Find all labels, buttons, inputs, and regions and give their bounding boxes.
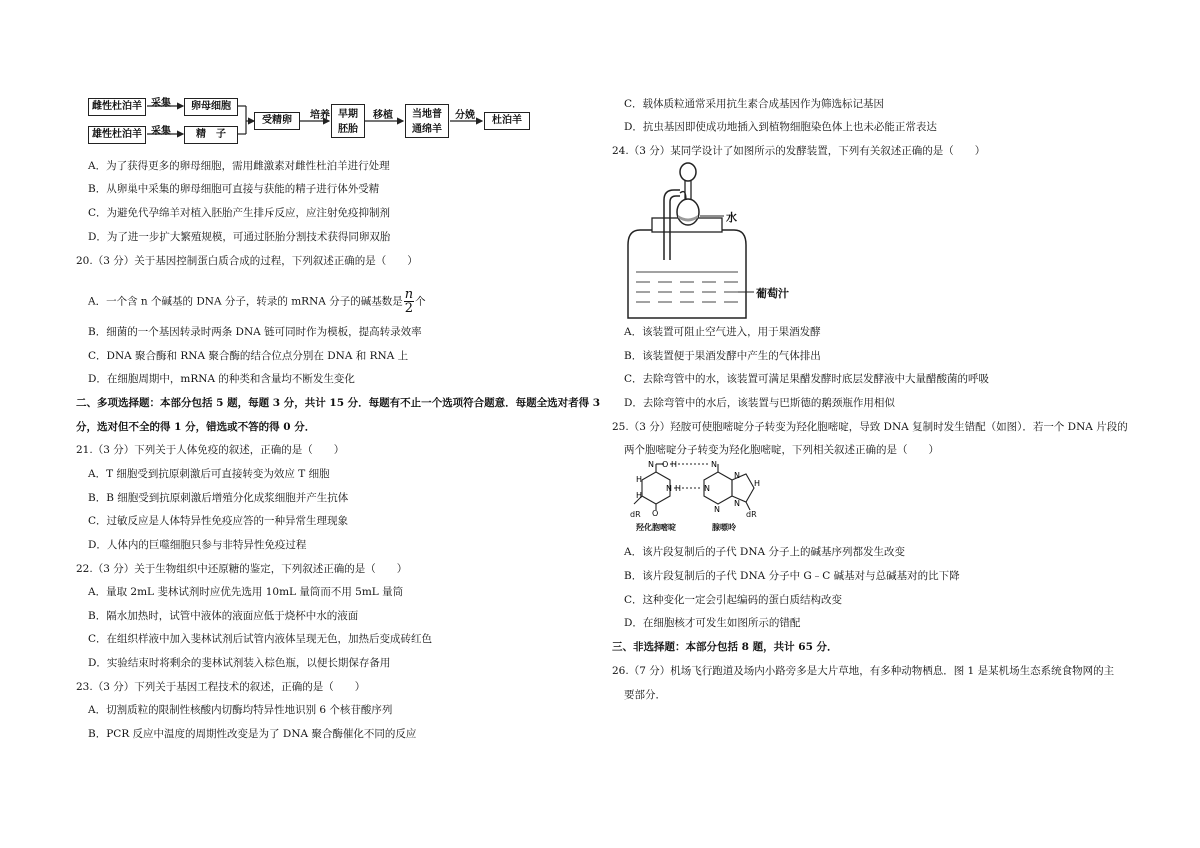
q23-stem: 23.（3 分）下列关于基因工程技术的叙述，正确的是（ ） xyxy=(76,681,366,693)
q24-stem: 24.（3 分）某同学设计了如图所示的发酵装置，下列有关叙述正确的是（ ） xyxy=(612,145,986,157)
atom-n-adenine-left: N xyxy=(704,484,710,493)
collect-label-1: 采集 xyxy=(151,98,171,109)
base-pair-diagram xyxy=(622,458,770,538)
q19-option-b: B．从卵巢中采集的卵母细胞可直接与获能的精子进行体外受精 xyxy=(88,183,380,195)
atom-o: O xyxy=(662,460,669,469)
egg-cell-box: 卵母细胞 xyxy=(184,98,238,116)
transplant-label: 移植 xyxy=(373,110,393,121)
atom-n-adenine-1: N xyxy=(734,471,740,480)
q22-stem: 22.（3 分）关于生物组织中还原糖的鉴定，下列叙述正确的是（ ） xyxy=(76,563,408,575)
q25-stem-line2: 两个胞嘧啶分子转变为羟化胞嘧啶，下列相关叙述正确的是（ ） xyxy=(624,444,939,456)
collect-label-2: 采集 xyxy=(151,126,171,137)
atom-n-left: N xyxy=(666,484,672,493)
hydroxy-cytosine-label: 羟化胞嘧啶 xyxy=(636,522,676,532)
atom-n-adenine-top: N xyxy=(711,460,717,469)
fraction-numerator: n xyxy=(404,287,414,302)
fraction-denominator: 2 xyxy=(404,301,414,316)
section2-heading-line1: 二、多项选择题：本部分包括 5 题，每题 3 分，共计 15 分．每题有不止一个选项符合题意．每题全选对者得 3 xyxy=(76,397,601,409)
q21-option-d: D．人体内的巨噬细胞只参与非特异性免疫过程 xyxy=(88,539,307,551)
q24-option-b: B．该装置便于果酒发酵中产生的气体排出 xyxy=(624,350,821,362)
q25-option-b: B．该片段复制后的子代 DNA 分子中 G﹣C 碱基对与总碱基对的比下降 xyxy=(624,570,960,582)
atom-o-bottom: O xyxy=(652,509,659,518)
atom-h-ring-top: H xyxy=(636,475,643,484)
atom-h-oh: H xyxy=(671,460,678,469)
early-embryo-box xyxy=(331,104,365,138)
q24-option-d: D．去除弯管中的水后，该装置与巴斯德的鹅颈瓶作用相似 xyxy=(624,397,895,409)
q20-option-d: D．在细胞周期中，mRNA 的种类和含量均不断发生变化 xyxy=(88,373,355,385)
q20-option-a xyxy=(88,288,426,315)
result-sheep-box: 杜泊羊 xyxy=(484,112,530,130)
q26-line1: 26.（7 分）机场飞行跑道及场内小路旁多是大片草地，有多种动物栖息．图 1 是某机场生态系统食物网的主 xyxy=(612,665,1115,677)
q20-option-c: C．DNA 聚合酶和 RNA 聚合酶的结合位点分别在 DNA 和 RNA 上 xyxy=(88,350,409,362)
q19-option-c: C．为避免代孕绵羊对植入胚胎产生排斥反应，应注射免疫抑制剂 xyxy=(88,207,391,219)
q21-option-a: A．T 细胞受到抗原刺激后可直接转变为效应 T 细胞 xyxy=(88,468,330,480)
q20-a-text: A．一个含 n 个碱基的 DNA 分子，转录的 mRNA 分子的碱基数是 xyxy=(88,295,403,308)
q21-option-c: C．过敏反应是人体特异性免疫应答的一种异常生理现象 xyxy=(88,515,349,527)
dr-label-right: dR xyxy=(746,510,757,519)
q20-stem: 20.（3 分）关于基因控制蛋白质合成的过程，下列叙述正确的是（ ） xyxy=(76,255,418,267)
early-embryo-line-2: 胚胎 xyxy=(338,124,358,135)
atom-h-adenine: H xyxy=(754,479,761,488)
q19-option-a: A．为了获得更多的卵母细胞，需用雌激素对雌性杜泊羊进行处理 xyxy=(88,160,390,172)
q23-option-c: C．载体质粒通常采用抗生素合成基因作为筛选标记基因 xyxy=(624,98,885,110)
apparatus-drawing xyxy=(622,160,762,320)
fraction xyxy=(404,288,414,315)
q21-stem: 21.（3 分）下列关于人体免疫的叙述，正确的是（ ） xyxy=(76,444,345,456)
q23-option-b: B．PCR 反应中温度的周期性改变是为了 DNA 聚合酶催化不同的反应 xyxy=(88,728,417,740)
q22-option-b: B．隔水加热时，试管中液体的液面应低于烧杯中水的液面 xyxy=(88,610,359,622)
culture-label: 培养 xyxy=(310,110,330,121)
adenine-label: 腺嘌呤 xyxy=(712,522,736,532)
q19-option-d: D．为了进一步扩大繁殖规模，可通过胚胎分割技术获得同卵双胎 xyxy=(88,231,391,243)
atom-n-oh: N xyxy=(648,460,654,469)
atom-n-adenine-2: N xyxy=(714,505,720,514)
male-sheep-box: 雄性杜泊羊 xyxy=(88,126,146,144)
water-label: 水 xyxy=(726,211,737,224)
q22-option-a: A．量取 2mL 斐林试剂时应优先选用 10mL 量筒而不用 5mL 量筒 xyxy=(88,586,404,598)
section3-heading: 三、非选择题：本部分包括 8 题，共计 65 分． xyxy=(612,641,838,653)
early-embryo-line-1: 早期 xyxy=(338,109,358,120)
q25-option-d: D．在细胞核才可发生如图所示的错配 xyxy=(624,617,801,629)
local-sheep-line-2: 通绵羊 xyxy=(412,124,442,135)
dr-label-left: dR xyxy=(630,510,641,519)
q23-option-d: D．抗虫基因即使成功地插入到植物细胞染色体上也未必能正常表达 xyxy=(624,121,937,133)
delivery-label: 分娩 xyxy=(455,110,475,121)
section2-heading-line2: 分，选对但不全的得 1 分，错选或不答的得 0 分． xyxy=(76,421,316,433)
q21-option-b: B．B 细胞受到抗原刺激后增殖分化成浆细胞并产生抗体 xyxy=(88,492,349,504)
q23-option-a: A．切割质粒的限制性核酸内切酶均特异性地识别 6 个核苷酸序列 xyxy=(88,704,393,716)
local-sheep-box xyxy=(405,104,449,138)
sperm-box: 精 子 xyxy=(184,126,238,144)
atom-n-adenine-3: N xyxy=(734,499,740,508)
q25-option-c: C．这种变化一定会引起编码的蛋白质结构改变 xyxy=(624,594,843,606)
q22-option-c: C．在组织样液中加入斐林试剂后试管内液体呈现无色，加热后变成砖红色 xyxy=(88,633,433,645)
q24-option-a: A．该装置可阻止空气进入，用于果酒发酵 xyxy=(624,326,821,338)
q25-stem-line1: 25.（3 分）羟胺可使胞嘧啶分子转变为羟化胞嘧啶，导致 DNA 复制时发生错配（如图）．若一个 DNA 片段的 xyxy=(612,421,1128,433)
q24-option-c: C．去除弯管中的水，该装置可满足果醋发酵时底层发酵液中大量醋酸菌的呼吸 xyxy=(624,373,990,385)
fertilized-egg-box: 受精卵 xyxy=(254,112,300,130)
grape-juice-label: 葡萄汁 xyxy=(756,287,789,300)
local-sheep-line-1: 当地普 xyxy=(412,109,442,120)
q25-option-a: A．该片段复制后的子代 DNA 分子上的碱基序列都发生改变 xyxy=(624,546,905,558)
atom-h-left: H xyxy=(675,484,682,493)
q26-line2: 要部分． xyxy=(624,689,666,701)
fermentation-apparatus xyxy=(622,160,762,320)
atom-h-ring-bottom: H xyxy=(636,491,643,500)
q20-a-suffix: 个 xyxy=(415,295,426,308)
q20-option-b: B．细菌的一个基因转录时两条 DNA 链可同时作为模板，提高转录效率 xyxy=(88,326,422,338)
female-sheep-box: 雌性杜泊羊 xyxy=(88,98,146,116)
q22-option-d: D．实验结束时将剩余的斐林试剂装入棕色瓶，以便长期保存备用 xyxy=(88,657,391,669)
